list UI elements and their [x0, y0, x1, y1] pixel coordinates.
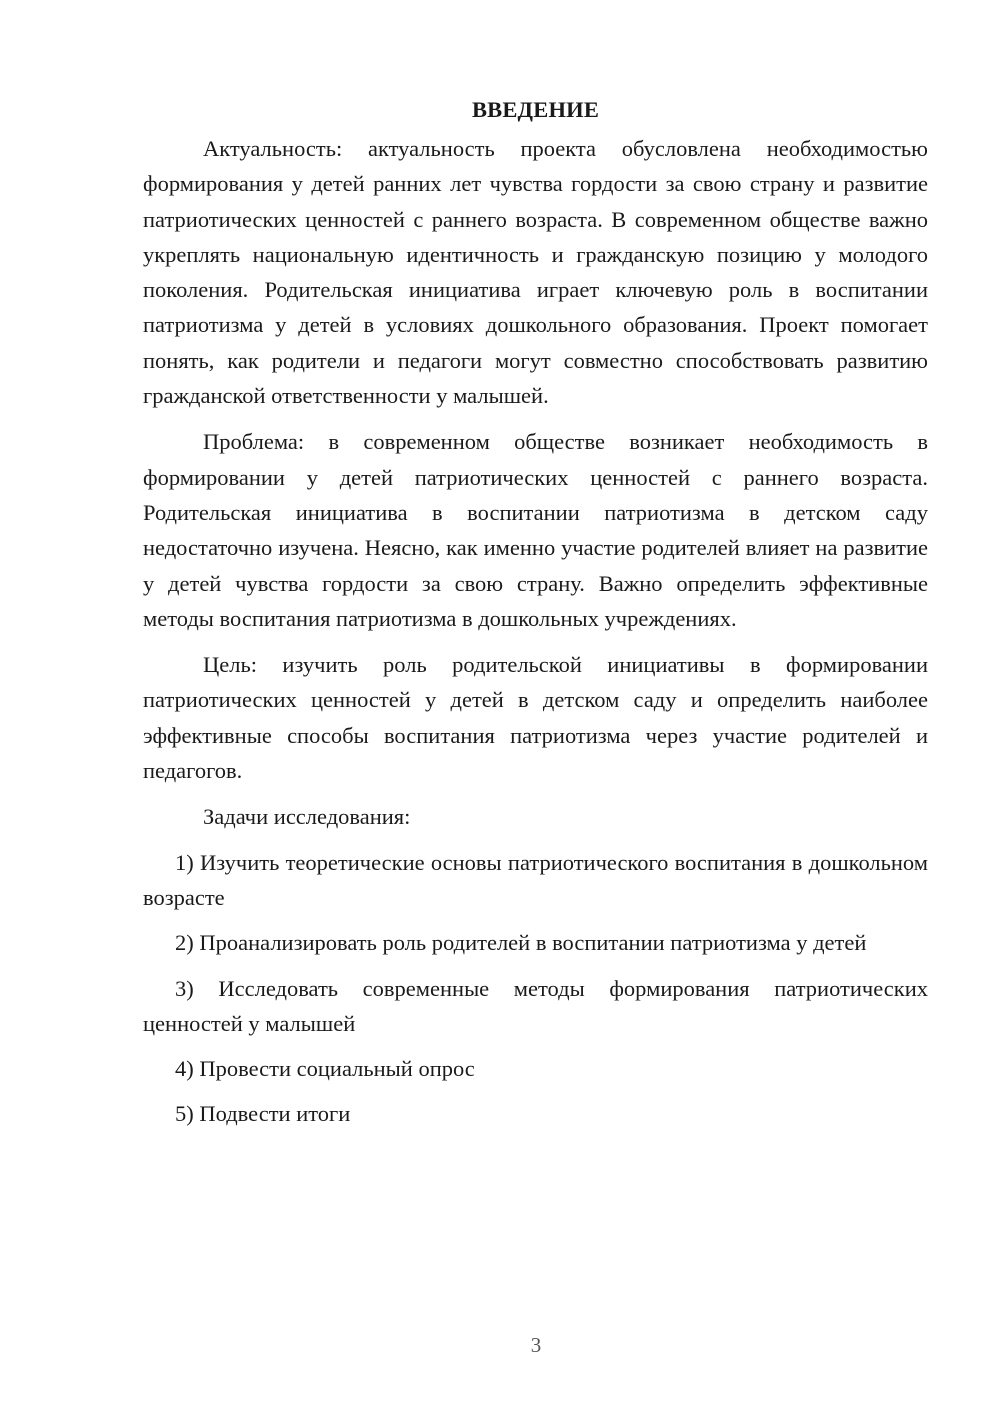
paragraph-relevance: Актуальность: актуальность проекта обусловлена необходимостью формирования у детей ранних лет чувства гордости за свою страну и развитие патриотических ценностей с раннего возраста. В современном обществе важно укреплять национальную идентичность и гражданскую позицию у молодого поколения. Родительская инициатива играет ключевую роль в воспитании патриотизма у детей в условиях дошкольного образования. Проект помогает понять, как родители и педагоги могут совместно способствовать развитию гражданской ответственности у малышей.: [143, 136, 928, 409]
page-number: 3: [530, 1333, 542, 1357]
tasks-heading: Задачи исследования:: [203, 804, 411, 830]
task-item: 5) Подвести итоги: [175, 1101, 351, 1127]
document-title: ВВЕДЕНИЕ: [471, 97, 600, 122]
paragraph-goal: Цель: изучить роль родительской инициативы в формировании патриотических ценностей у детей в детском саду и определить наиболее эффективные способы воспитания патриотизма через участие родителей и педагогов.: [143, 652, 928, 784]
document-page: [143, 92, 928, 1142]
paragraph-problem: Проблема: в современном обществе возникает необходимость в формировании у детей патриотических ценностей с раннего возраста. Родительская инициатива в воспитании патриотизма в детском саду недостаточно изучена. Неясно, как именно участие родителей влияет на развитие у детей чувства гордости за свою страну. Важно определить эффективные методы воспитания патриотизма в дошкольных учреждениях.: [143, 429, 928, 631]
task-item: 4) Провести социальный опрос: [175, 1056, 475, 1082]
task-item: 1) Изучить теоретические основы патриотического воспитания в дошкольном возрасте: [143, 849, 928, 910]
task-item: 2) Проанализировать роль родителей в воспитании патриотизма у детей: [175, 930, 867, 956]
task-item: 3) Исследовать современные методы формирования патриотических ценностей у малышей: [143, 975, 928, 1036]
